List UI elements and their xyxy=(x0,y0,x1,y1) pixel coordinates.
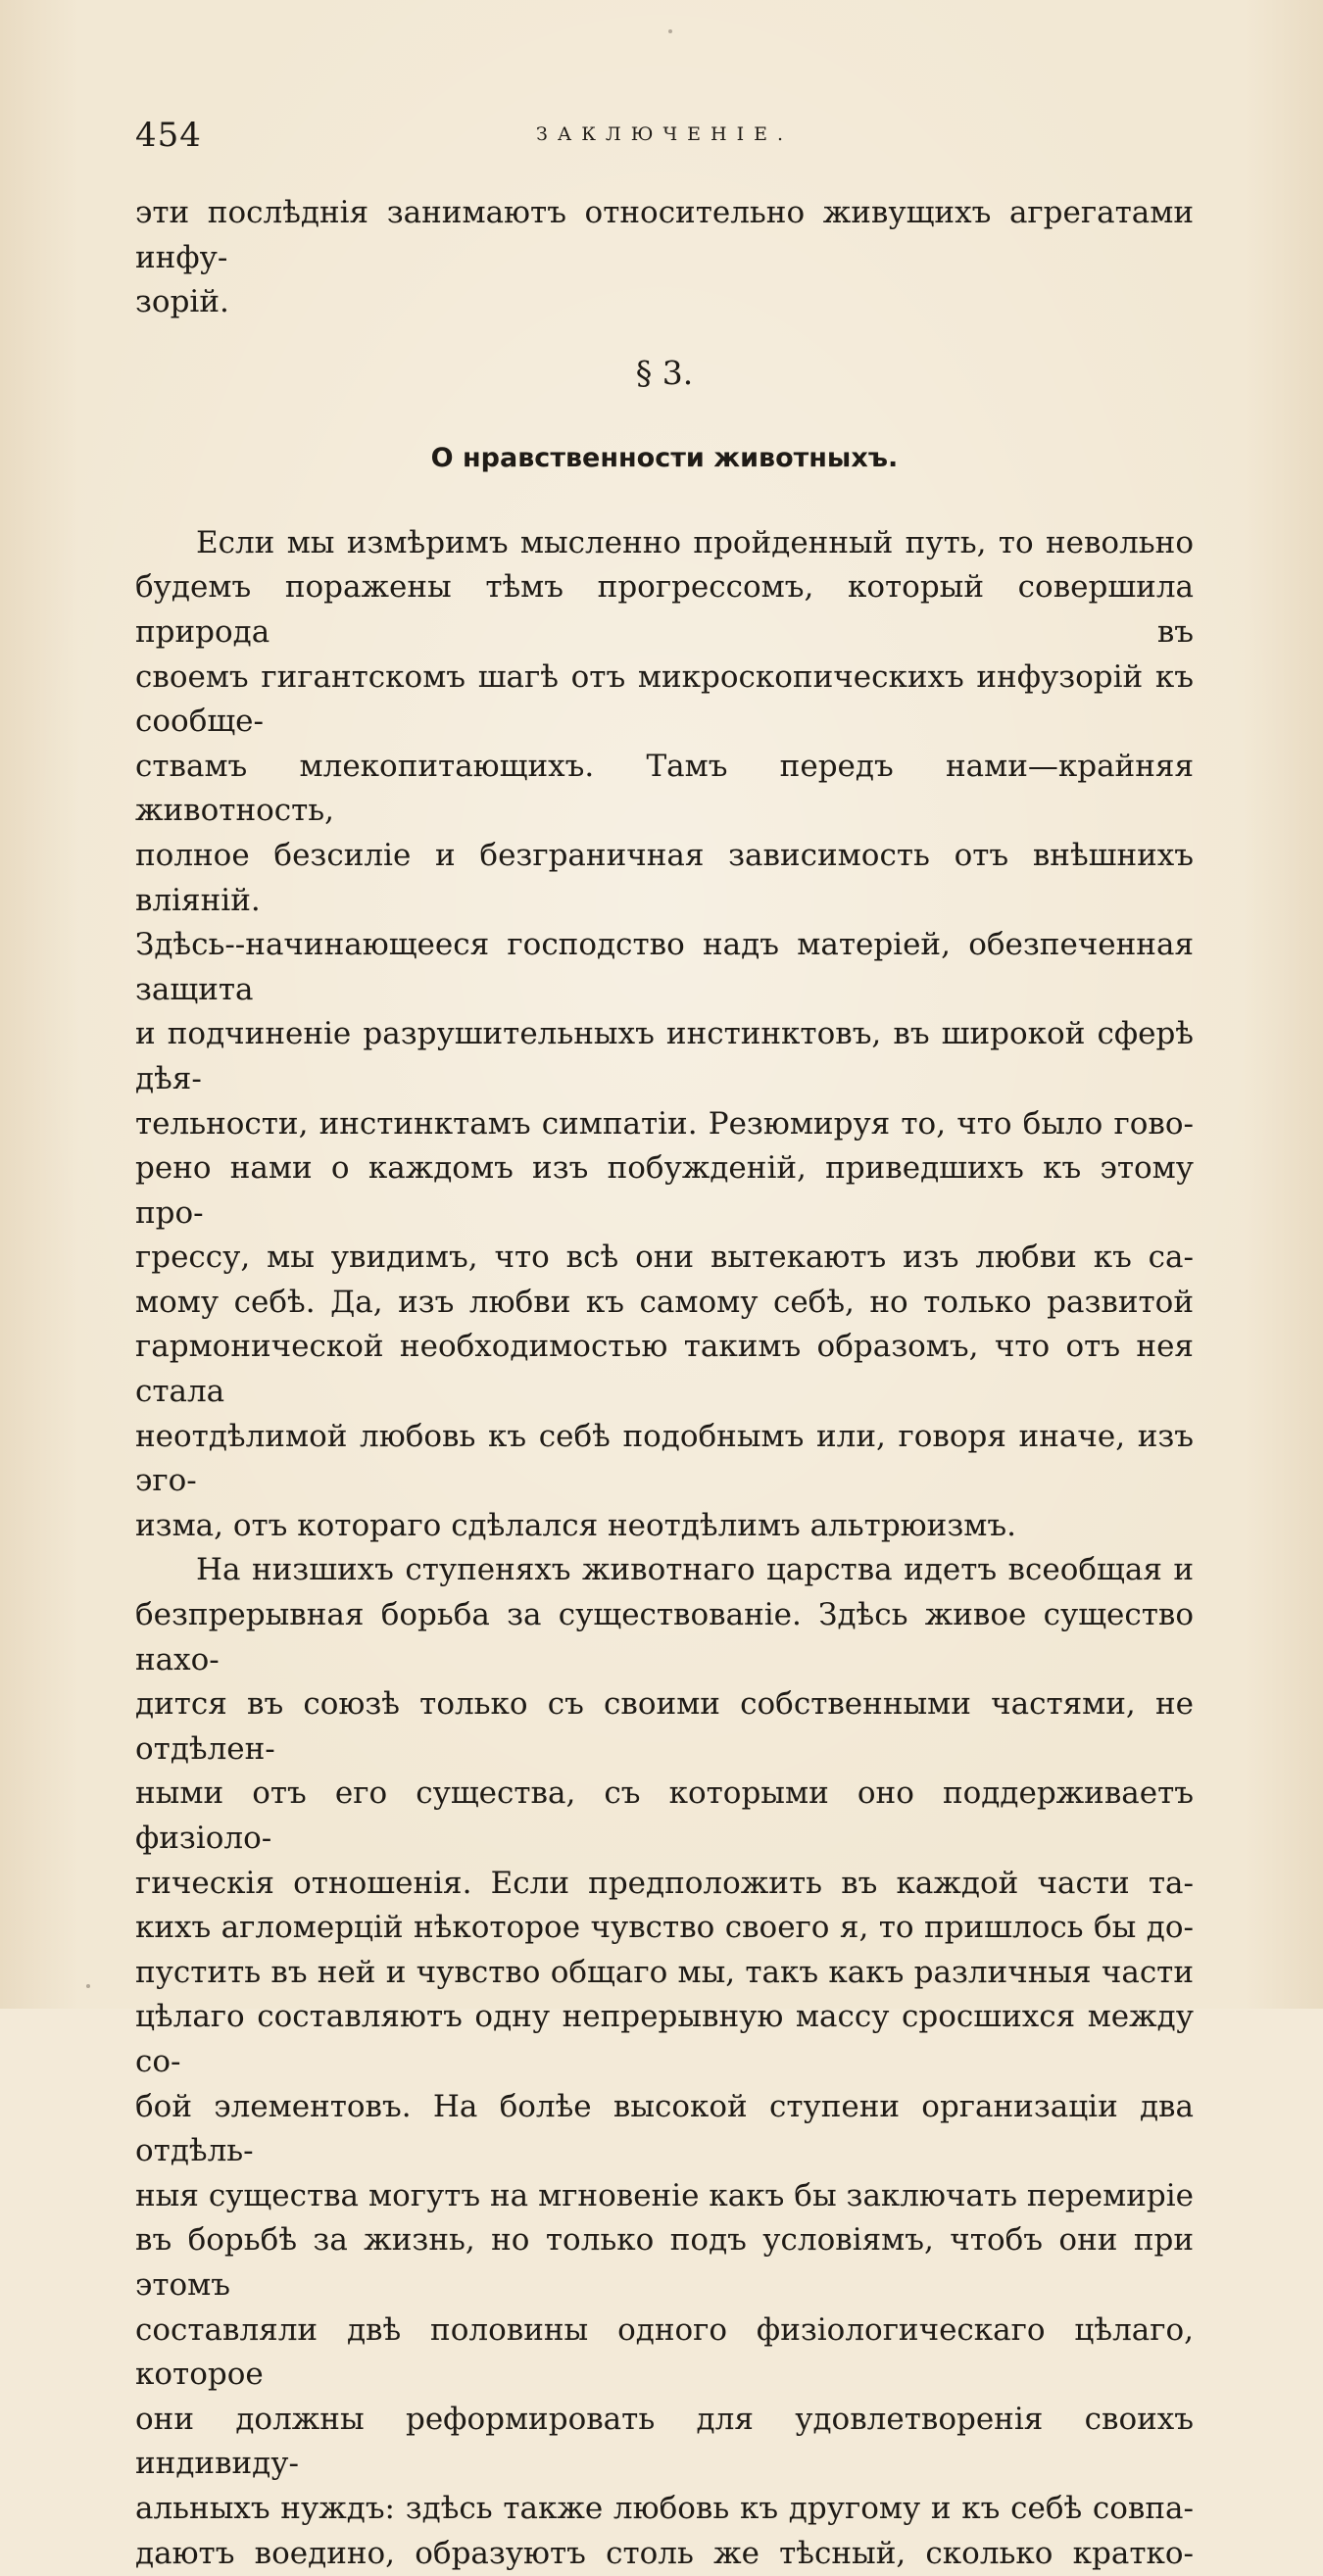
paragraph-line: Здѣсь--начинающееся господство надъ матеріей, обезпеченная защита xyxy=(135,923,1194,1012)
paragraph-line: неотдѣлимой любовь къ себѣ подобнымъ или, говоря иначе, изъ эго- xyxy=(135,1415,1194,1504)
paragraph-line: рено нами о каждомъ изъ побужденій, приведшихъ къ этому про- xyxy=(135,1146,1194,1236)
paragraph-line: На низшихъ ступеняхъ животнаго царства идетъ всеобщая и xyxy=(135,1548,1194,1593)
paragraph-line: будемъ поражены тѣмъ прогрессомъ, который совершила природа въ xyxy=(135,565,1194,655)
section-number: § 3. xyxy=(135,341,1194,406)
paragraph-2 xyxy=(135,1548,1194,2576)
paragraph-line: составляли двѣ половины одного физіологическаго цѣлаго, которое xyxy=(135,2309,1194,2398)
paragraph-line: дится въ союзѣ только съ своими собственными частями, не отдѣлен- xyxy=(135,1682,1194,1772)
paragraph-line: гармонической необходимостью такимъ образомъ, что отъ нея стала xyxy=(135,1325,1194,1414)
paragraph-line: даютъ воедино, образуютъ столь же тѣсный, сколько кратко- xyxy=(135,2532,1194,2576)
paragraph-line: ствамъ млекопитающихъ. Тамъ передъ нами—крайняя животность, xyxy=(135,745,1194,834)
paragraph-1 xyxy=(135,521,1194,1549)
paragraph-line: тельности, инстинктамъ симпатіи. Резюмируя то, что было гово- xyxy=(135,1102,1194,1147)
paragraph-line: ныя существа могутъ на мгновеніе какъ бы заключать перемиріе xyxy=(135,2174,1194,2219)
intro-line: зорій. xyxy=(135,280,1194,325)
paragraph-line: цѣлаго составляютъ одну непрерывную массу сросшихся между со- xyxy=(135,1995,1194,2084)
paragraph-line: пустить въ ней и чувство общаго мы, такъ какъ различныя части xyxy=(135,1951,1194,1996)
page-number: 454 xyxy=(135,116,202,155)
paragraph-line: въ борьбѣ за жизнь, но только подъ условіямъ, чтобъ они при этомъ xyxy=(135,2218,1194,2308)
paragraph-line: мому себѣ. Да, изъ любви къ самому себѣ, но только развитой xyxy=(135,1281,1194,1326)
paragraph-line: грессу, мы увидимъ, что всѣ они вытекаютъ изъ любви къ са- xyxy=(135,1236,1194,1281)
section-title: О нравственности животныхъ. xyxy=(135,429,1194,488)
paragraph-line: и подчиненіе разрушительныхъ инстинктовъ, въ широкой сферѣ дѣя- xyxy=(135,1012,1194,1101)
running-title: ЗАКЛЮЧЕНІЕ. xyxy=(135,123,1194,145)
paragraph-line: полное безсиліе и безграничная зависимость отъ внѣшнихъ вліяній. xyxy=(135,834,1194,923)
paragraph-line: безпрерывная борьба за существованіе. Здѣсь живое существо нахо- xyxy=(135,1593,1194,1682)
intro-line: эти послѣднія занимаютъ относительно живущихъ агрегатами инфу- xyxy=(135,191,1194,280)
paragraph-line: кихъ агломерцій нѣкоторое чувство своего я, то пришлось бы до- xyxy=(135,1906,1194,1951)
paragraph-line: они должны реформировать для удовлетворенія своихъ индивиду- xyxy=(135,2398,1194,2487)
paragraph-line: бой элементовъ. На болѣе высокой ступени организаціи два отдѣль- xyxy=(135,2085,1194,2174)
paragraph-line: гическія отношенія. Если предположить въ каждой части та- xyxy=(135,1862,1194,1907)
page-body xyxy=(135,191,1194,2576)
paragraph-line: Если мы измѣримъ мысленно пройденный путь, то невольно xyxy=(135,521,1194,566)
paragraph-line: своемъ гигантскомъ шагѣ отъ микроскопическихъ инфузорій къ сообще- xyxy=(135,656,1194,745)
paragraph-line: ными отъ его существа, съ которыми оно поддерживаетъ физіоло- xyxy=(135,1772,1194,1861)
paragraph-line: изма, отъ котораго сдѣлался неотдѣлимъ альтрюизмъ. xyxy=(135,1504,1194,1549)
paragraph-line: альныхъ нуждъ: здѣсь также любовь къ другому и къ себѣ совпа- xyxy=(135,2487,1194,2532)
page-header xyxy=(135,116,1194,165)
spacer xyxy=(135,488,1194,521)
